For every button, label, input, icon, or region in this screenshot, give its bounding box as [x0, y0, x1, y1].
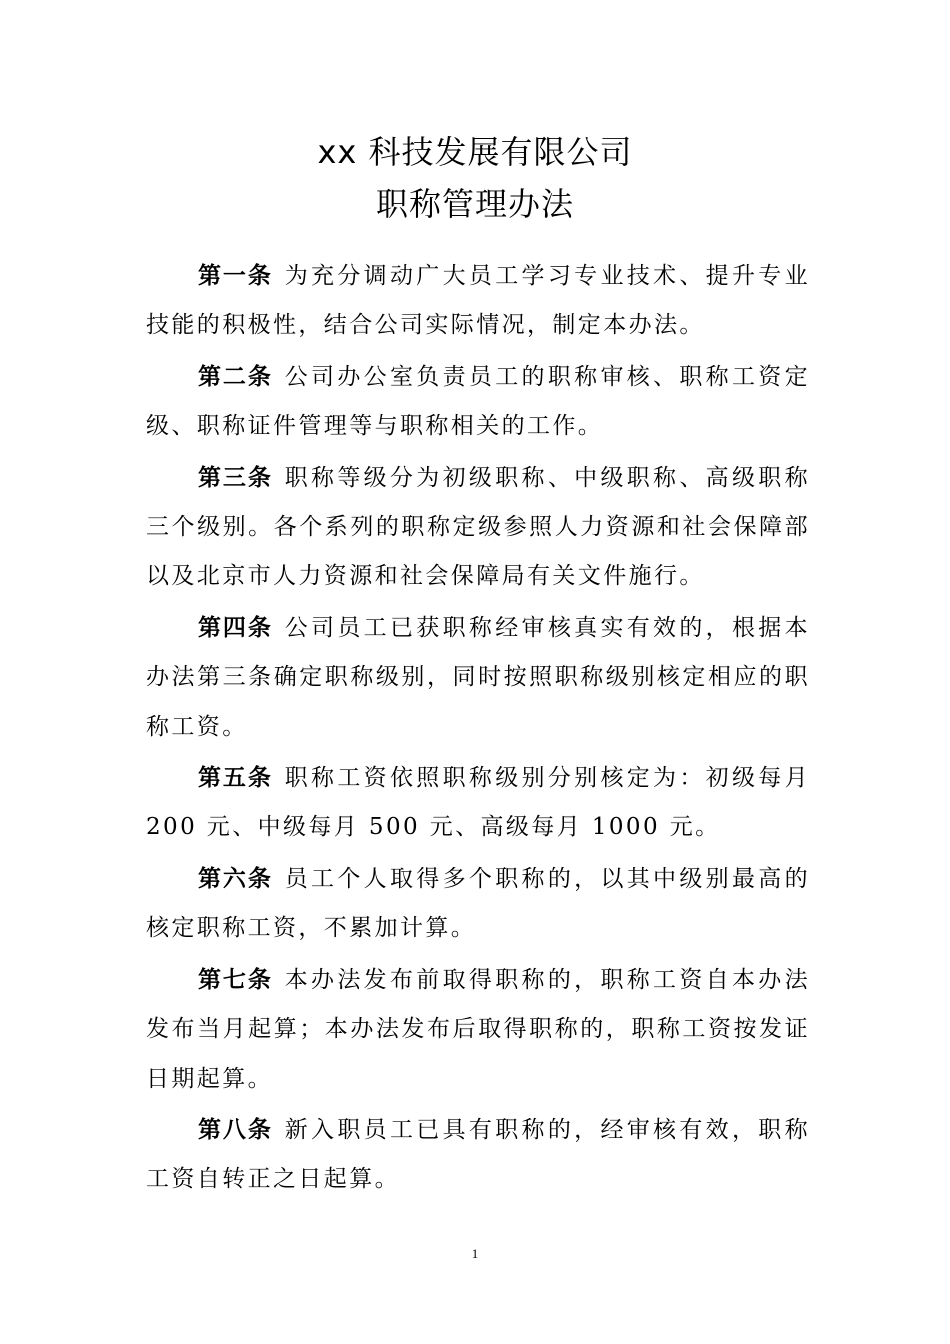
article-text: 为充分调动广大员工学习专业技术、提升专业技能的积极性，结合公司实际情况，制定本办法。 [146, 263, 811, 339]
article-label: 第五条 [198, 765, 273, 792]
article-label: 第七条 [198, 966, 273, 993]
article-text: 新入职员工已具有职称的，经审核有效，职称工资自转正之日起算。 [146, 1116, 811, 1193]
article-label: 第一条 [198, 263, 273, 289]
article-5 [146, 754, 810, 853]
article-7 [146, 956, 810, 1104]
article-4 [146, 604, 810, 752]
article-label: 第六条 [198, 865, 273, 892]
article-label: 第二条 [198, 363, 273, 390]
article-label: 第四条 [198, 614, 273, 641]
article-8 [146, 1106, 810, 1205]
article-label: 第三条 [198, 464, 273, 491]
article-6 [146, 855, 810, 954]
document-title [0, 126, 950, 230]
article-text: 公司员工已获职称经审核真实有效的，根据本办法第三条确定职称级别，同时按照职称级别核定相应的职称工资。 [146, 614, 811, 740]
article-list [146, 252, 810, 1207]
article-3 [146, 454, 810, 602]
article-label: 第八条 [198, 1116, 273, 1143]
article-text: 公司办公室负责员工的职称审核、职称工资定级、职称证件管理等与职称相关的工作。 [146, 363, 811, 440]
article-1 [146, 252, 810, 351]
article-text: 职称等级分为初级职称、中级职称、高级职称三个级别。各个系列的职称定级参照人力资源和社会保障部以及北京市人力资源和社会保障局有关文件施行。 [146, 464, 811, 590]
page-number: 1 [471, 1246, 479, 1261]
article-text: 职称工资依照职称级别分别核定为：初级每月 200 元、中级每月 500 元、高级每月 1000 元。 [146, 765, 811, 841]
article-text: 员工个人取得多个职称的，以其中级别最高的核定职称工资，不累加计算。 [146, 865, 811, 942]
company-name: xx 科技发展有限公司 [317, 133, 633, 171]
article-text: 本办法发布前取得职称的，职称工资自本办法发布当月起算；本办法发布后取得职称的，职称工资按发证日期起算。 [146, 966, 811, 1092]
document-heading: 职称管理办法 [375, 185, 574, 223]
article-2 [146, 353, 810, 452]
